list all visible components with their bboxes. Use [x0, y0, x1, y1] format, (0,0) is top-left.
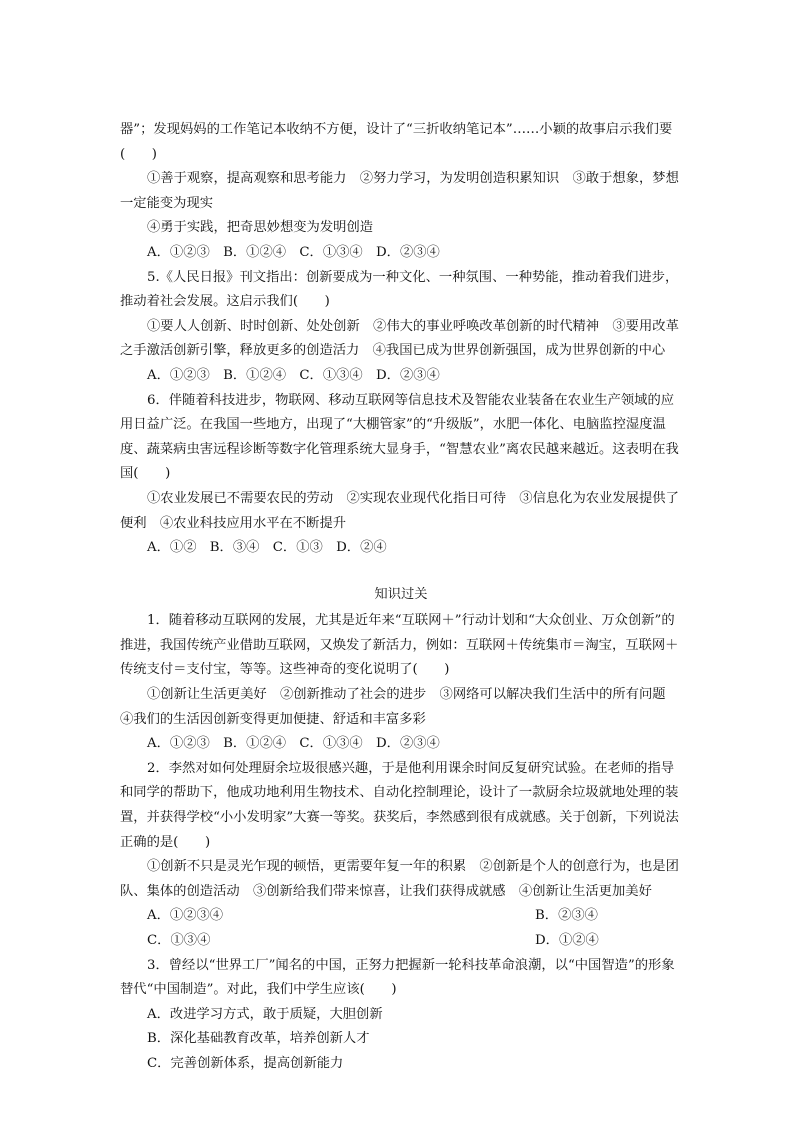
k3-stem: 3．曾经以“世界工厂”闻名的中国，正努力把握新一轮科技革命浪潮，以“中国智造”的形象替代“中国制造”。对此，我们中学生应该( ) — [120, 957, 675, 998]
q6-options: A．①② B．③④ C．①③ D．②④ — [147, 540, 387, 556]
k2-statements: ①创新不只是灵光乍现的顿悟，更需要年复一年的积累 ②创新是个人的创意行为，也是团队、集体的创造活动 ③创新给我们带来惊喜，让我们获得成就感 ④创新让生活更加美好 — [120, 859, 679, 899]
k2-option-c: C．①③④ — [147, 933, 211, 948]
k2-stem: 2．李然对如何处理厨余垃圾很感兴趣，于是他利用课余时间反复研究试验。在老师的指导和同学的帮助下，他成功地利用生物技术、自动化控制理论，设计了一款厨余垃圾就地处理的装置，并获得学校“小小发明家”大赛一等奖。获奖后，李然感到很有成就感。关于创新，下列说法正确的是( ) — [120, 760, 679, 850]
document-page — [120, 118, 682, 1077]
k1-options: A．①②③ B．①②④ C．①③④ D．②③④ — [147, 736, 440, 752]
q6-statements: ①农业发展已不需要农民的劳动 ②实现农业现代化指日可待 ③信息化为农业发展提供了便利 ④农业科技应用水平在不断提升 — [120, 490, 679, 531]
prev-question-options: A．①②③ B．①②④ C．①③④ D．②③④ — [147, 244, 440, 260]
k2-option-a: A．①②③④ — [147, 908, 224, 924]
q5-options: A．①②③ B．①②④ C．①③④ D．②③④ — [147, 367, 440, 383]
k3-option-c: C．完善创新体系，提高创新能力 — [147, 1055, 344, 1071]
k2-options-row-1 — [120, 904, 682, 929]
k2-option-b: B．②③④ — [535, 908, 598, 924]
prev-question-statements: ①善于观察，提高观察和思考能力 ②努力学习，为发明创造积累知识 ③敢于想象，梦想一定能变为现实 — [120, 171, 679, 211]
k2-options-row-2 — [120, 929, 682, 954]
q6-stem: 6．伴随着科技进步，物联网、移动互联网等信息技术及智能农业装备在农业生产领域的应用日益广泛。在我国一些地方，出现了“大棚管家”的“升级版”，水肥一体化、电脑监控湿度温度、蔬菜病虫害远程诊断等数字化管理系统大显身手，“智慧农业”离农民越来越近。这表明在我国( ) — [120, 392, 679, 482]
prev-question-statement-4: ④勇于实践，把奇思妙想变为发明创造 — [147, 220, 374, 236]
prev-question-stem: 器”；发现妈妈的工作笔记本收纳不方便，设计了“三折收纳笔记本”……小颖的故事启示我们要( ) — [120, 122, 673, 162]
section-title: 知识过关 — [374, 586, 428, 602]
k1-stem: 1．随着移动互联网的发展，尤其是近年来“互联网＋”行动计划和“大众创业、万众创新”的推进，我国传统产业借助互联网，又焕发了新活力，例如：互联网＋传统集市＝淘宝，互联网＋传统支付＝支付宝，等等。这些神奇的变化说明了( ) — [120, 613, 679, 678]
k3-option-b: B．深化基础教育改革，培养创新人才 — [147, 1031, 370, 1047]
k1-statements: ①创新让生活更美好 ②创新推动了社会的进步 ③网络可以解决我们生活中的所有问题 ④我们的生活因创新变得更加便捷、舒适和丰富多彩 — [120, 687, 679, 727]
q5-statements: ①要人人创新、时时创新、处处创新 ②伟大的事业呼唤改革创新的时代精神 ③要用改革之手激活创新引擎，释放更多的创造活力 ④我国已成为世界创新强国，成为世界创新的中心 — [120, 318, 679, 359]
k2-option-d: D．①②④ — [535, 933, 599, 948]
q5-stem: 5.《人民日报》刊文指出：创新要成为一种文化、一种氛围、一种势能，推动着我们进步，推动着社会发展。这启示我们( ) — [120, 269, 679, 310]
k3-option-a: A．改进学习方式，敢于质疑，大胆创新 — [147, 1006, 383, 1022]
